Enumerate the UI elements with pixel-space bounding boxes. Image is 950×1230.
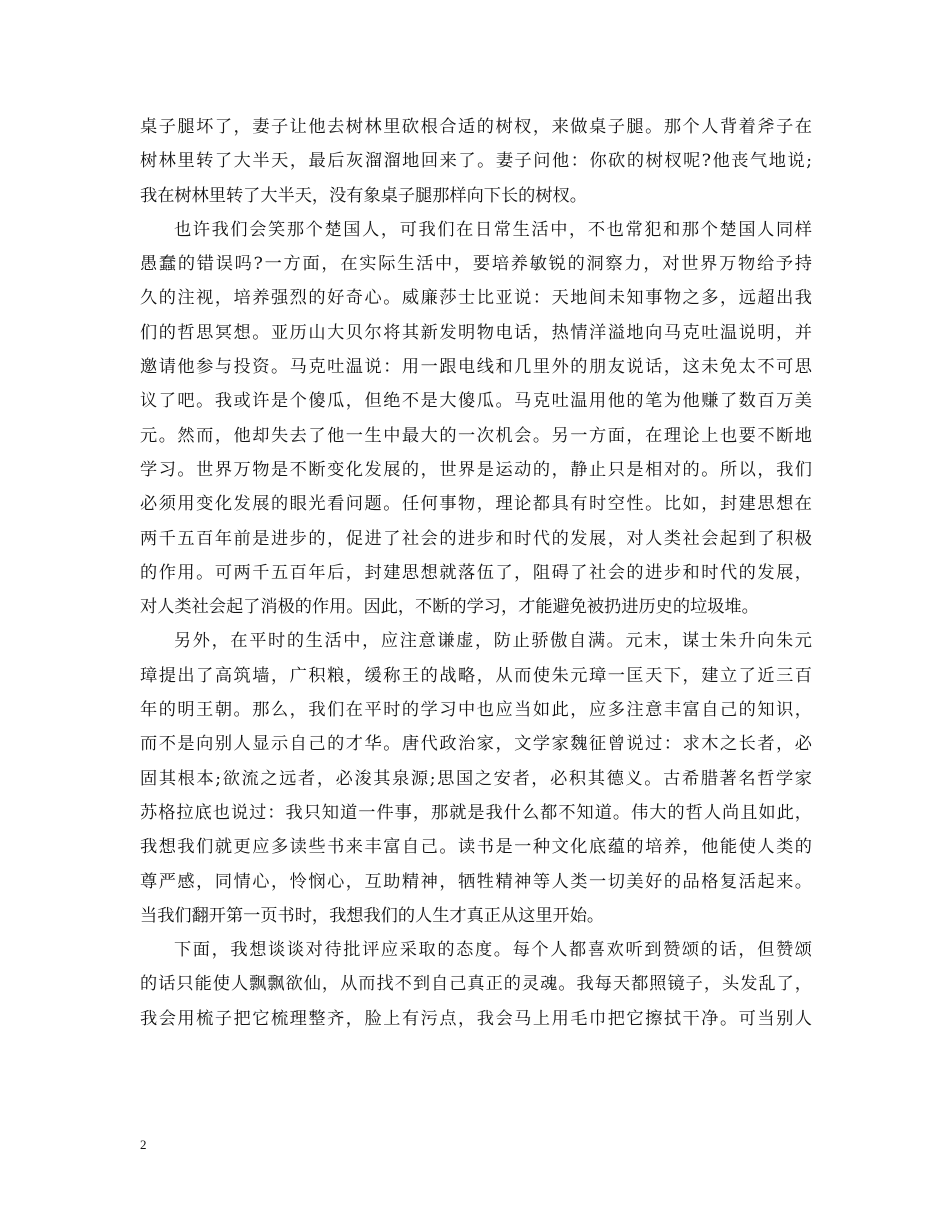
text-line: 元。然而，他却失去了他一生中最大的一次机会。另一方面，在理论上也要不断地: [140, 425, 812, 446]
text-line: 当我们翻开第一页书时，我想我们的人生才真正从这里开始。: [140, 905, 605, 926]
text-line: 两千五百年前是进步的，促进了社会的进步和时代的发展，对人类社会起到了积极: [140, 528, 812, 549]
text-line: 年的明王朝。那么，我们在平时的学习中也应当如此，应多注意丰富自己的知识，: [140, 700, 812, 721]
text-line: 下面，我想谈谈对待批评应采取的态度。每个人都喜欢听到赞颂的话，但赞颂: [174, 940, 812, 961]
paragraph-2: [140, 213, 812, 625]
text-line: 邀请他参与投资。马克吐温说：用一跟电线和几里外的朋友说话，这未免太不可思: [140, 357, 812, 378]
paragraph-4: [140, 933, 812, 1036]
text-line: 树林里转了大半天，最后灰溜溜地回来了。妻子问他：你砍的树杈呢?他丧气地说;: [140, 151, 812, 172]
text-line: 我在树林里转了大半天，没有象桌子腿那样向下长的树杈。: [140, 185, 587, 206]
text-line: 必须用变化发展的眼光看问题。任何事物，理论都具有时空性。比如，封建思想在: [140, 494, 812, 515]
text-line: 而不是向别人显示自己的才华。唐代政治家，文学家魏征曾说过：求木之长者，必: [140, 734, 812, 755]
text-line: 的作用。可两千五百年后，封建思想就落伍了，阻碍了社会的进步和时代的发展，: [140, 562, 812, 583]
text-line: 我会用梳子把它梳理整齐，脸上有污点，我会马上用毛巾把它擦拭干净。可当别人: [140, 1008, 812, 1029]
text-line: 我想我们就更应多读些书来丰富自己。读书是一种文化底蕴的培养，他能使人类的: [140, 837, 812, 858]
text-line: 固其根本;欲流之远者，必浚其泉源;思国之安者，必积其德义。古希腊著名哲学家: [140, 768, 812, 789]
text-line: 的话只能使人飘飘欲仙，从而找不到自己真正的灵魂。我每天都照镜子，头发乱了，: [140, 974, 812, 995]
text-line: 对人类社会起了消极的作用。因此，不断的学习，才能避免被扔进历史的垃圾堆。: [140, 597, 759, 618]
text-line: 尊严感，同情心，怜悯心，互助精神，牺牲精神等人类一切美好的品格复活起来。: [140, 871, 812, 892]
text-line: 学习。世界万物是不断变化发展的，世界是运动的，静止只是相对的。所以，我们: [140, 459, 812, 480]
page-number: 2: [140, 1137, 147, 1152]
text-line: 久的注视，培养强烈的好奇心。威廉莎士比亚说：天地间未知事物之多，远超出我: [140, 288, 812, 309]
text-line: 桌子腿坏了，妻子让他去树林里砍根合适的树杈，来做桌子腿。那个人背着斧子在: [140, 117, 812, 137]
text-line: 们的哲思冥想。亚历山大贝尔将其新发明物电话，热情洋溢地向马克吐温说明，并: [140, 322, 812, 343]
paragraph-3: [140, 624, 812, 933]
text-line: 愚蠢的错误吗?一方面，在实际生活中，要培养敏锐的洞察力，对世界万物给予持: [140, 254, 812, 275]
text-line: 苏格拉底也说过：我只知道一件事，那就是我什么都不知道。伟大的哲人尚且如此，: [140, 802, 812, 823]
text-line: 议了吧。我或许是个傻瓜，但绝不是大傻瓜。马克吐温用他的笔为他赚了数百万美: [140, 391, 812, 412]
text-line: 也许我们会笑那个楚国人，可我们在日常生活中，不也常犯和那个楚国人同样: [174, 219, 812, 240]
text-line: 璋提出了高筑墙，广积粮，缓称王的战略，从而使朱元璋一匡天下，建立了近三百: [140, 665, 812, 686]
body-text: [140, 110, 812, 1036]
paragraph-1: [140, 110, 812, 213]
text-line: 另外，在平时的生活中，应注意谦虚，防止骄傲自满。元末，谋士朱升向朱元: [174, 631, 812, 652]
